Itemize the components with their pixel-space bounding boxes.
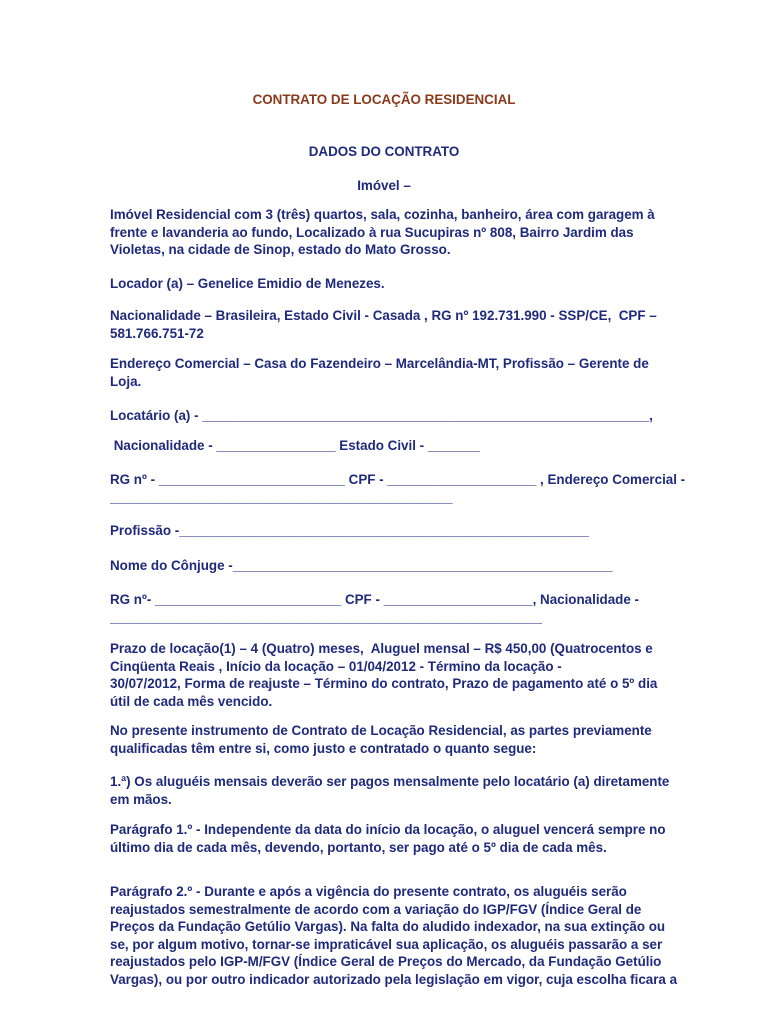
conjuge-rg-field [110, 591, 658, 626]
text-line: RG nº- _________________________ CPF - ____________________, Nacionalidade - [110, 592, 639, 607]
intro-paragraph [110, 722, 658, 757]
paragrafo-1 [110, 821, 666, 856]
text-line: ______________________________________________ [110, 489, 453, 505]
text-line: 581.766.751-72 [110, 325, 204, 341]
document-title: CONTRATO DE LOCAÇÃO RESIDENCIAL [252, 92, 516, 107]
text-line: Preços da Fundação Getúlio Vargas). Na falta do aludido indexador, na sua extinção ou [110, 919, 666, 934]
text-line: em mãos. [110, 791, 172, 807]
text-line: 30/07/2012, Forma de reajuste – Término do contrato, Prazo de pagamento até o 5º dia [110, 676, 658, 691]
text-line: se, por algum motivo, tornar-se impraticável sua aplicação, os aluguéis passarão a ser [110, 936, 663, 952]
text-line: Vargas), ou por outro indicador autorizado pela legislação em vigor, cuja escolha ficara a [110, 971, 678, 987]
text-line: Loja. [110, 373, 142, 389]
text-line: frente e lavanderia ao fundo, Localizado à rua Sucupiras nº 808, Bairro Jardim das [110, 224, 634, 240]
text-line: Imóvel Residencial com 3 (três) quartos, sala, cozinha, banheiro, área com garagem à [110, 207, 655, 222]
paragrafo-2 [110, 883, 678, 988]
text-line: qualificadas têm entre si, como justo e contratado o quanto segue: [110, 740, 537, 756]
imovel-heading: Imóvel – [357, 178, 411, 193]
text-line: reajustados semestralmente de acordo com a variação do IGP/FGV (Índice Geral de [110, 901, 642, 917]
text-line: reajustados pelo IGP-M/FGV (Índice Geral de Preços do Mercado, da Fundação Getúlio [110, 954, 662, 969]
conjuge-field: Nome do Cônjuge -___________________________________________________ [110, 558, 613, 573]
text-line: RG nº - _________________________ CPF - ____________________ , Endereço Comercial - [110, 472, 686, 487]
text-line: Violetas, na cidade de Sinop, estado do Mato Grosso. [110, 242, 451, 257]
imovel-description [110, 206, 658, 259]
profissao-field: Profissão -_______________________________________________________ [110, 523, 589, 538]
text-line: __________________________________________________________ [110, 609, 542, 625]
text-line: No presente instrumento de Contrato de Locação Residencial, as partes previamente [110, 723, 652, 738]
locador-address [110, 355, 658, 390]
locatario-field: Locatário (a) - ____________________________________________________________, [110, 408, 653, 423]
text-line: Endereço Comercial – Casa do Fazendeiro – Marcelândia-MT, Profissão – Gerente de [110, 356, 649, 371]
locatario-rg-field [110, 471, 686, 506]
text-line: Prazo de locação(1) – 4 (Quatro) meses, Aluguel mensal – R$ 450,00 (Quatrocentos e [110, 641, 653, 656]
text-line: Nacionalidade – Brasileira, Estado Civil - Casada , RG nº 192.731.990 - SSP/CE, CPF – [110, 308, 657, 323]
clausula-1 [110, 773, 670, 808]
text-line: último dia de cada mês, devendo, portanto, ser pago até o 5º dia de cada mês. [110, 839, 607, 855]
locador-nationality [110, 307, 658, 342]
text-line: Cinqüenta Reais , Início da locação – 01/04/2012 - Término da locação - [110, 658, 562, 674]
prazo-paragraph [110, 640, 658, 710]
text-line: 1.ª) Os aluguéis mensais deverão ser pagos mensalmente pelo locatário (a) diretamente [110, 774, 670, 789]
locador-line: Locador (a) – Genelice Emidio de Menezes. [110, 276, 385, 291]
locatario-nationality-field: Nacionalidade - ________________ Estado Civil - _______ [110, 438, 480, 453]
section-heading: DADOS DO CONTRATO [308, 144, 460, 159]
text-line: útil de cada mês vencido. [110, 693, 273, 709]
text-line: Parágrafo 1.º - Independente da data do início da locação, o aluguel vencerá sempre no [110, 822, 666, 837]
text-line: Parágrafo 2.º - Durante e após a vigência do presente contrato, os aluguéis serão [110, 884, 627, 899]
